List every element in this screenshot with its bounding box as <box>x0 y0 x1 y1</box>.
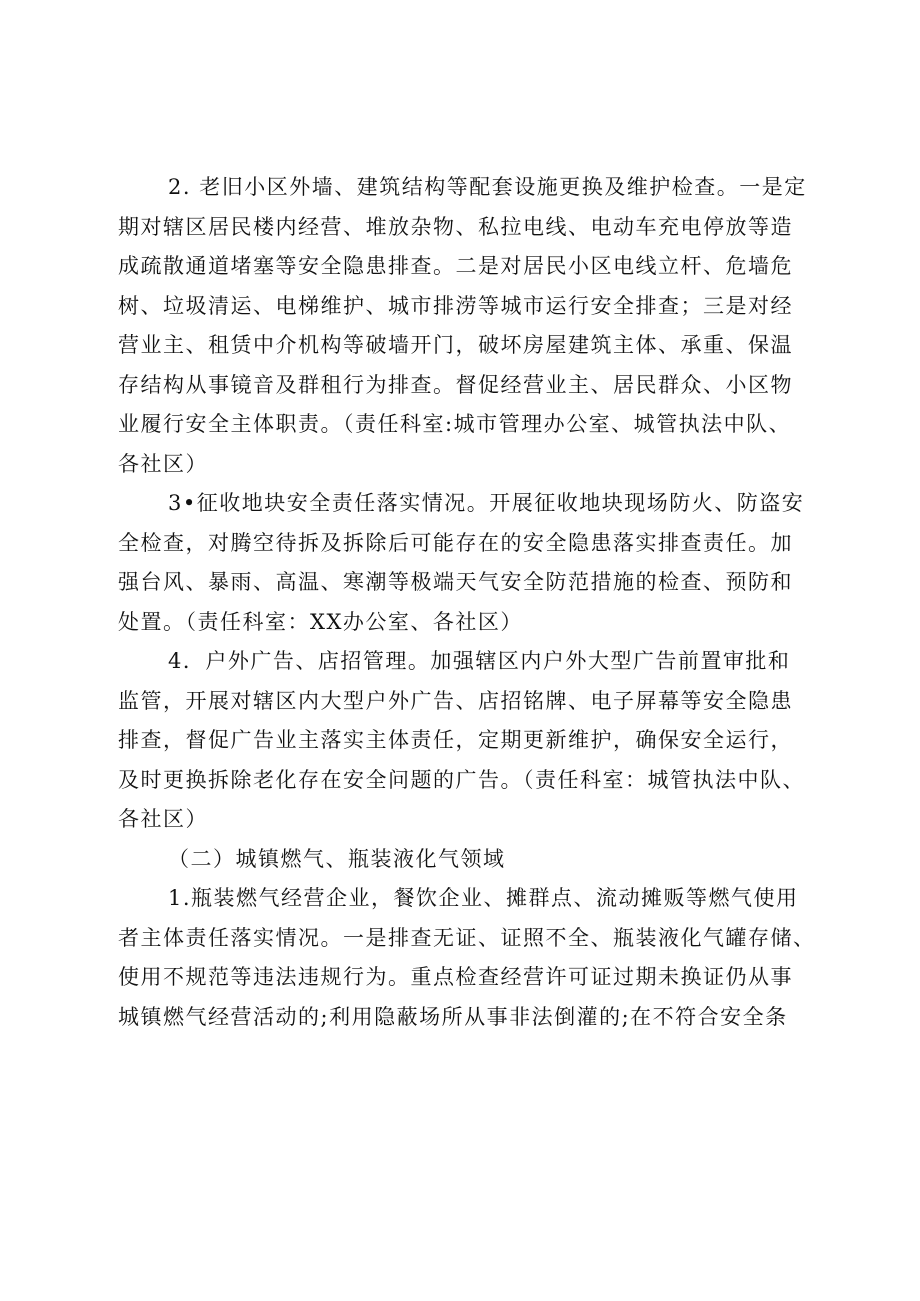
text-line: 城镇燃气经营活动的;利用隐蔽场所从事非法倒灌的;在不符合安全条 <box>118 1004 788 1029</box>
text-line: 存结构从事镜音及群租行为排查。督促经营业主、居民群众、小区物 <box>118 372 793 397</box>
paragraph-item-2 <box>118 168 828 484</box>
text-line: 监管，开展对辖区内大型户外广告、店招铭牌、电子屏幕等安全隐患 <box>118 688 793 713</box>
text-line: 全检查，对腾空待拆及拆除后可能存在的安全隐患落实排查责任。加 <box>118 530 793 555</box>
text-line: 期对辖区居民楼内经营、堆放杂物、私拉电线、电动车充电停放等造 <box>118 214 793 239</box>
text-line: 强台风、暴雨、高温、寒潮等极端天气安全防范措施的检查、预防和 <box>118 570 793 594</box>
section-heading-text: （二）城镇燃气、瓶装液化气领域 <box>168 846 506 871</box>
text-line: 使用不规范等违法违规行为。重点检查经营许可证过期未换证仍从事 <box>118 965 793 989</box>
text-line: 者主体责任落实情况。一是排查无证、证照不全、瓶装液化气罐存储、 <box>118 925 816 950</box>
text-line: 营业主、租赁中介机构等破墙开门，破坏房屋建筑主体、承重、保温 <box>118 333 793 357</box>
paragraph-section-2-item-1 <box>118 879 828 1037</box>
text-line: 各社区） <box>118 451 208 476</box>
text-line: 成疏散通道堵塞等安全隐患排查。二是对居民小区电线立杆、危墙危 <box>118 254 793 278</box>
text-line: 树、垃圾清运、电梯维护、城市排涝等城市运行安全排查；三是对经 <box>118 293 793 318</box>
text-line: 及时更换拆除老化存在安全问题的广告。（责任科室：城管执法中队、 <box>118 767 805 792</box>
paragraph-item-4 <box>118 642 828 840</box>
text-line: 3•征收地块安全责任落实情况。开展征收地块现场防火、防盗安 <box>168 491 805 515</box>
section-heading <box>118 840 828 880</box>
document-body <box>118 168 828 1037</box>
text-line: 1.瓶装燃气经营企业，餐饮企业、摊群点、流动摊贩等燃气使用 <box>168 886 799 910</box>
text-line: 业履行安全主体职责。（责任科室:城市管理办公室、城管执法中队、 <box>118 412 792 436</box>
paragraph-item-3 <box>118 484 828 642</box>
text-line: 4．户外广告、店招管理。加强辖区内户外大型广告前置审批和 <box>168 649 791 673</box>
text-line: 排查，督促广告业主落实主体责任，定期更新维护，确保安全运行， <box>118 728 793 752</box>
text-line: 2. 老旧小区外墙、建筑结构等配套设施更换及维护检查。一是定 <box>168 175 807 199</box>
text-line: 各社区） <box>118 807 208 831</box>
text-line: 处置。（责任科室：XX办公室、各社区） <box>118 609 523 634</box>
